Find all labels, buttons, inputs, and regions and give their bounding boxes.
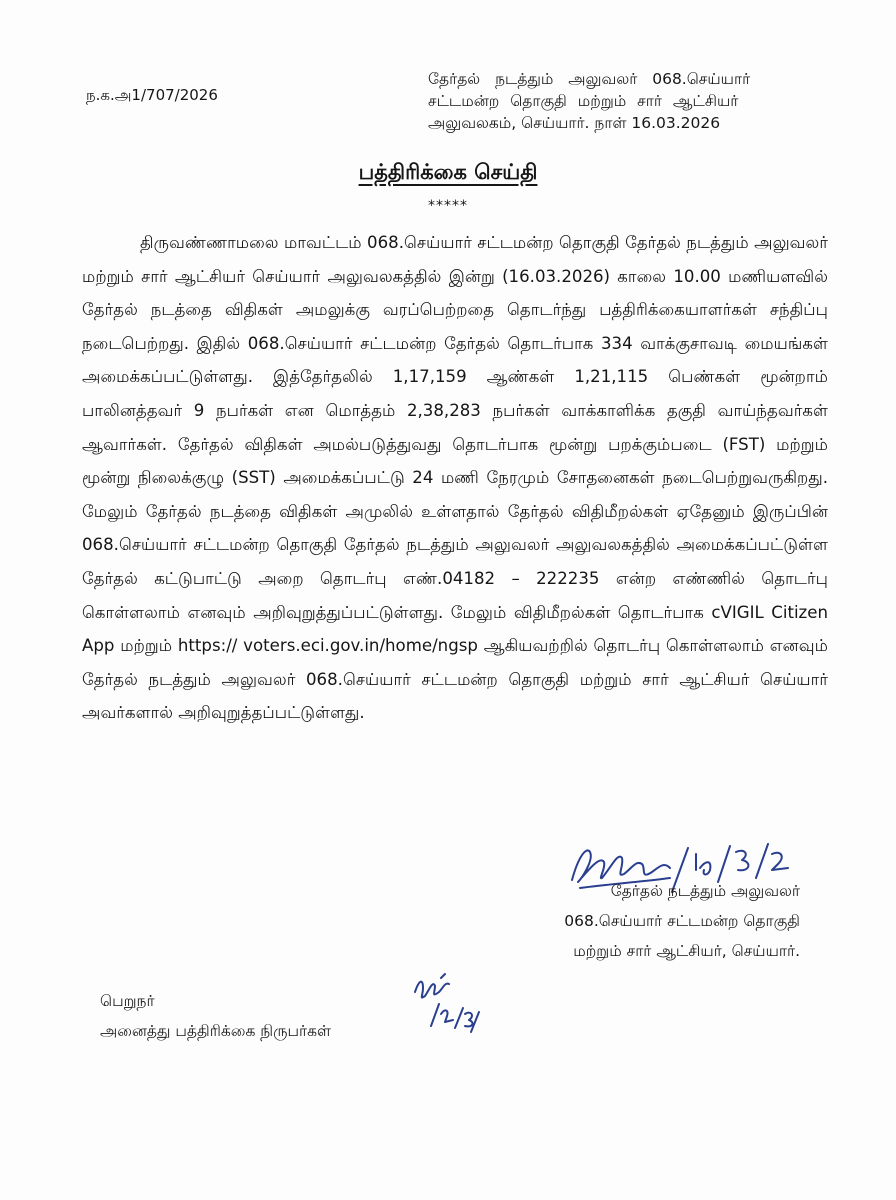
office-line-3: அலுவலகம், செய்யார். நாள் 16.03.2026: [428, 114, 721, 132]
office-line-2: சட்டமன்ற தொகுதி மற்றும் சார் ஆட்சியர்: [428, 92, 739, 110]
document-title-wrapper: [0, 160, 896, 187]
title-separator: *****: [428, 198, 468, 214]
designation-line-1: தேர்தல் நடத்தும் அலுவலர்: [610, 882, 800, 900]
recipient-block: [100, 986, 331, 1046]
recipient-label: பெறுநர்: [100, 992, 155, 1010]
reference-number: ந.க.அ1/707/2026: [86, 86, 218, 104]
handwritten-initial: [405, 968, 485, 1038]
press-release-body: திருவண்ணாமலை மாவட்டம் 068.செய்யார் சட்டமன்ற தொகுதி தேர்தல் நடத்தும் அலுவலர் மற்றும் சார் ஆட்சியர் செய்யார் அலுவலகத்தில் இன்று (16.03.2026) காலை 10.00 மணியளவில் தேர்தல் நடத்தை விதிகள் அமலுக்கு வரப்பெற்றதை தொடர்ந்து பத்திரிக்கையாளர்கள் சந்திப்பு நடைபெற்றது. இதில் 068.செய்யார் சட்டமன்ற தேர்தல் தொடர்பாக 334 வாக்குசாவடி மையங்கள் அமைக்கப்பட்டுள்ளது. இத்தேர்தலில் 1,17,159 ஆண்கள் 1,21,115 பெண்கள் மூன்றாம் பாலினத்தவர் 9 நபர்கள் என மொத்தம் 2,38,283 நபர்கள் வாக்காளிக்க தகுதி வாய்ந்தவர்கள் ஆவார்கள். தேர்தல் விதிகள் அமல்படுத்துவது தொடர்பாக மூன்று பறக்கும்படை (FST) மற்றும் மூன்று நிலைக்குழு (SST) அமைக்கப்பட்டு 24 மணி நேரமும் சோதனைகள் நடைபெற்றுவருகிறது. மேலும் தேர்தல் நடத்தை விதிகள் அமுலில் உள்ளதால் தேர்தல் விதிமீறல்கள் ஏதேனும் இருப்பின் 068.செய்யார் சட்டமன்ற தொகுதி தேர்தல் நடத்தும் அலுவலர் அலுவலகத்தில் அமைக்கப்பட்டுள்ள தேர்தல் கட்டுபாட்டு அறை தொடர்பு எண்.04182 – 222235 என்ற எண்ணில் தொடர்பு கொள்ளலாம் எனவும் அறிவுறுத்துப்பட்டுள்ளது. மேலும் விதிமீறல்கள் தொடர்பாக cVIGIL Citizen App மற்றும் https:// voters.eci.gov.in/home/ngsp ஆகியவற்றில் தொடர்பு கொள்ளலாம் எனவும் தேர்தல் நடத்தும் அலுவலர் 068.செய்யார் சட்டமன்ற தொகுதி மற்றும் சார் ஆட்சியர் செய்யார் அவர்களால் அறிவுறுத்தப்பட்டுள்ளது.: [82, 233, 828, 723]
designation-line-3: மற்றும் சார் ஆட்சியர், செய்யார்.: [573, 942, 800, 960]
issuing-office: [428, 68, 848, 134]
recipient-name: அனைத்து பத்திரிக்கை நிருபர்கள்: [100, 1022, 332, 1040]
office-line-1: தேர்தல் நடத்தும் அலுவலர் 068.செய்யார்: [428, 70, 751, 88]
document-title: பத்திரிக்கை செய்தி: [358, 160, 538, 184]
designation-line-2: 068.செய்யார் சட்டமன்ற தொகுதி: [564, 912, 800, 930]
signatory-designation: [470, 876, 800, 966]
